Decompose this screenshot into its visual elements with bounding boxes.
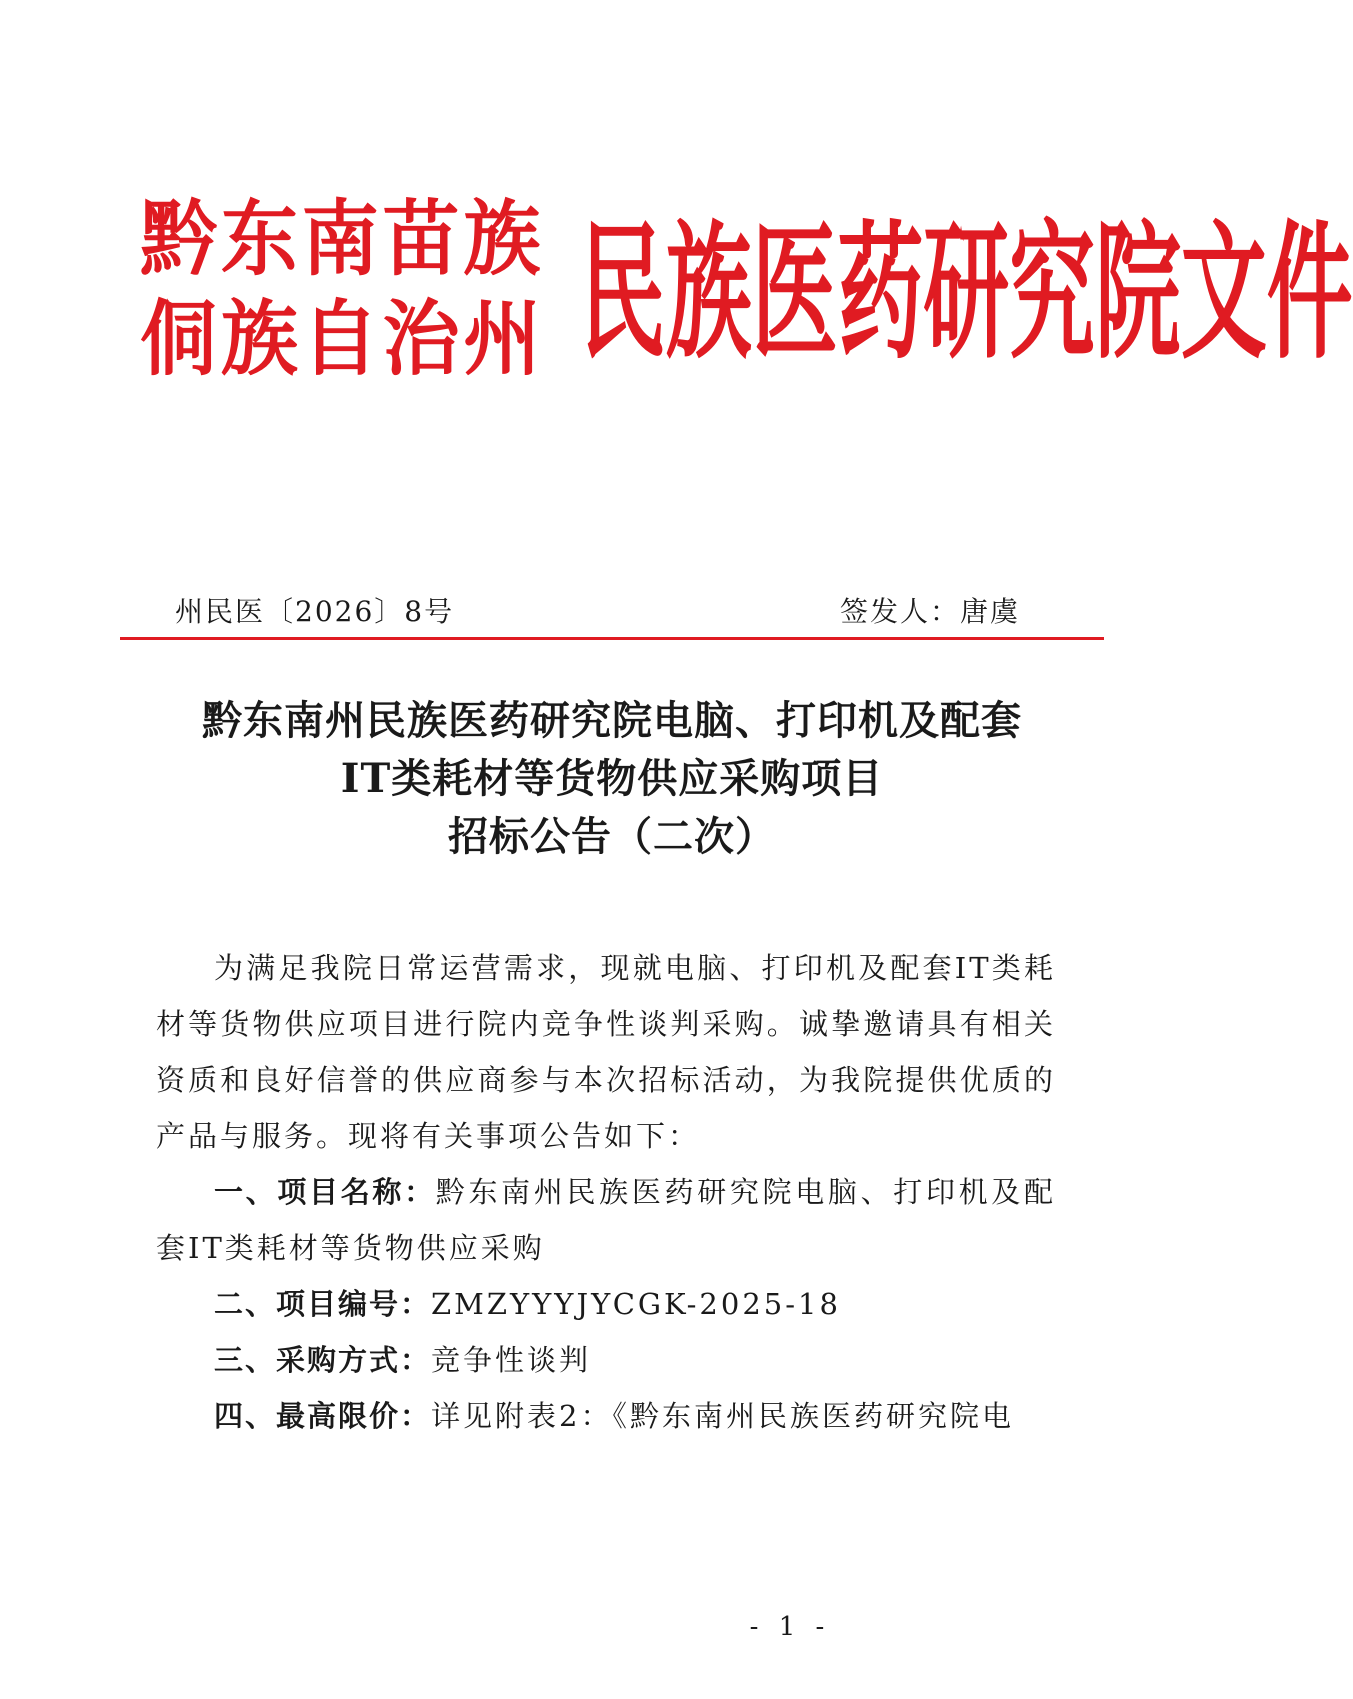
item-text: ZMZYYYJYCGK-2025-18	[431, 1287, 841, 1321]
intro-paragraph: 为满足我院日常运营需求，现就电脑、打印机及配套IT类耗材等货物供应项目进行院内竞争性谈判采购。诚挚邀请具有相关资质和良好信誉的供应商参与本次招标活动，为我院提供优质的产品与服务。现将有关事项公告如下：	[156, 951, 1056, 1153]
document-number: 州民医〔2026〕8号	[175, 595, 455, 628]
item-text: 竞争性谈判	[431, 1343, 592, 1377]
signer: 签发人：唐虞	[839, 595, 1020, 628]
title-line3: 招标公告（二次）	[448, 813, 776, 860]
announcement-body	[156, 940, 1056, 1444]
item-text: 详见附表2：《黔东南州民族医药研究院电	[431, 1399, 1014, 1433]
item-project-number	[156, 1276, 1056, 1332]
item-label: 三、采购方式：	[214, 1343, 432, 1377]
page-number: - 1 -	[749, 1612, 831, 1642]
letterhead-org-line1: 黔东南苗族	[140, 192, 545, 287]
item-max-price	[156, 1388, 1056, 1444]
item-label: 二、项目编号：	[214, 1287, 432, 1321]
item-text: 黔东南州民族医药研究院电脑、打印机及配套IT类耗材等货物供应采购	[156, 1175, 1056, 1265]
item-label: 一、项目名称：	[214, 1175, 436, 1209]
item-label: 四、最高限价：	[214, 1399, 432, 1433]
title-line2: IT类耗材等货物供应采购项目	[340, 755, 884, 802]
item-project-name	[156, 1164, 1056, 1276]
item-procurement-method	[156, 1332, 1056, 1388]
document-meta-row	[175, 590, 1035, 630]
title-line1: 黔东南州民族医药研究院电脑、打印机及配套	[202, 697, 1022, 744]
announcement-title	[120, 692, 1104, 866]
red-divider	[120, 637, 1104, 640]
letterhead-org-lines	[140, 190, 580, 390]
letterhead-org-line2: 侗族自治州	[140, 292, 545, 387]
letterhead	[140, 190, 1353, 400]
letterhead-institute: 民族医药研究院文件	[580, 207, 1353, 379]
